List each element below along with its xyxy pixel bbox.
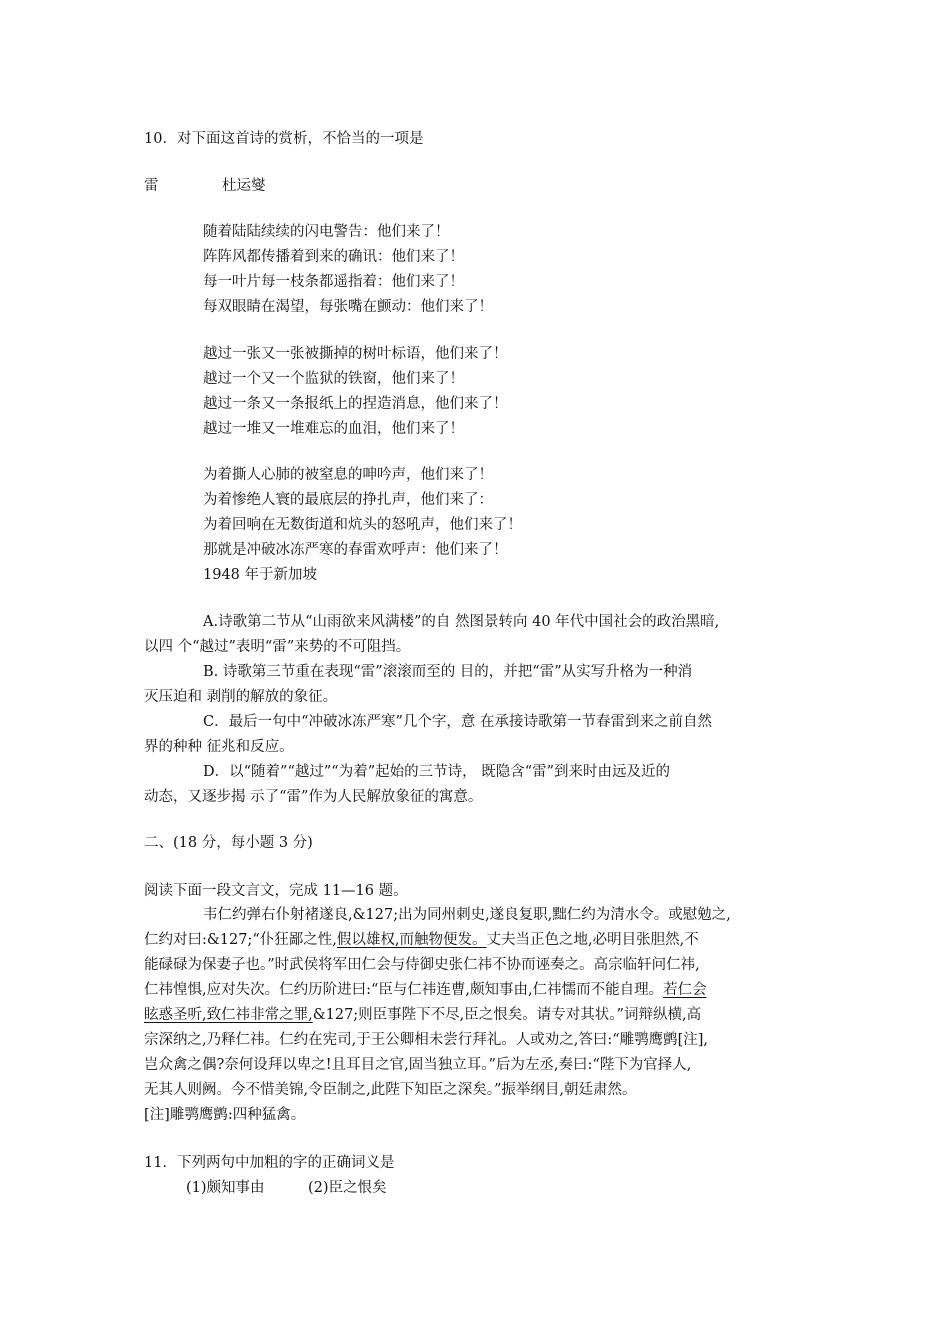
poem-title: 雷 [144,178,159,194]
option-d-line1: D．以“随着”“越过”“为着”起始的三节诗， 既隐含“雷”到来时由远及近的 [203,764,671,780]
poem-line: 越过一个又一个监狱的铁窗，他们来了！ [203,371,464,387]
poem-line: 为着撕人心肺的被窒息的呻吟声，他们来了！ [203,467,493,483]
question-10-heading: 10．对下面这首诗的赏析，不恰当的一项是 [144,131,424,147]
underlined-phrase: 眩惑圣听,致仁祎非常之罪, [144,1007,313,1023]
passage-line: 能碌碌为保妻子也。”时武侯将军田仁会与侍御史张仁祎不协而诬奏之。高宗临轩问仁祎, [144,957,700,973]
poem-line: 为着惨绝人寰的最底层的挣扎声，他们来了： [203,492,493,508]
underlined-phrase: 假以雄权,而触物便发。 [336,932,487,948]
passage-line: 宗深纳之,乃释仁祎。仁约在宪司,于王公卿相未尝行拜礼。人或劝之,答曰:“雕鹗鹰鹯[注], [144,1032,709,1048]
poem-line: 越过一条又一条报纸上的捏造消息，他们来了！ [203,396,508,412]
poem-line: 越过一堆又一堆难忘的血泪，他们来了！ [203,421,464,437]
poem-author: 杜运燮 [222,178,266,194]
poem-date: 1948 年于新加坡 [203,567,318,583]
passage-text: &127;则臣事陛下不尽,臣之恨矣。请专对其状。”词辩纵横,高 [312,1007,702,1023]
section-2-heading: 二、(18 分，每小题 3 分) [144,835,313,851]
option-c-line2: 界的种种 征兆和反应。 [144,739,294,755]
passage-line [144,930,699,950]
poem-line: 那就是冲破冰冻严寒的春雷欢呼声：他们来了！ [203,542,508,558]
passage-line: 韦仁约弹右仆射褚遂良,&127;出为同州刺史,遂良复职,黜仁约为清水令。或慰勉之, [203,907,731,923]
option-c-line1: C．最后一句中“冲破冰冻严寒”几个字，意 在承接诗歌第一节春雷到来之前自然 [203,714,713,730]
poem-line: 每一叶片每一枝条都遥指着：他们来了！ [203,274,464,290]
option-a-line2: 以四 个“越过”表明“雷”来势的不可阻挡。 [144,639,411,655]
poem-line: 阵阵风都传播着到来的确讯：他们来了！ [203,249,464,265]
passage-text: 仁祎惶惧,应对失次。仁约历阶进曰:“臣与仁祎连曹,颇知事由,仁祎懦而不能自理。 [144,982,664,998]
option-a-line1: A.诗歌第二节从“山雨欲来风满楼”的自 然图景转向 40 年代中国社会的政治黑暗, [203,614,720,630]
poem-line: 每双眼睛在渴望，每张嘴在颤动：他们来了！ [203,299,493,315]
question-11-heading: 11．下列两句中加粗的字的正确词义是 [144,1155,395,1171]
poem-line: 越过一张又一张被撕掉的树叶标语，他们来了！ [203,346,508,362]
passage-line: 岂众禽之偶?奈何设拜以卑之!且耳目之官,固当独立耳。”后为左丞,奏曰:“陛下为官择人, [144,1057,692,1073]
option-b-line1: B. 诗歌第三节重在表现“雷”滚滚而至的 目的，并把“雷”从实写升格为一种消 [203,664,693,680]
option-d-line2: 动态，又逐步揭 示了“雷”作为人民解放象征的寓意。 [144,789,483,805]
passage-note: [注]雕鹗鹰鹯:四种猛禽。 [144,1107,306,1123]
passage-line [144,980,707,1000]
underlined-phrase: 若仁会 [663,982,707,998]
reading-intro: 阅读下面一段文言文，完成 11—16 题。 [144,883,408,899]
passage-line [144,1005,701,1025]
poem-line: 为着回响在无数街道和炕头的怒吼声，他们来了！ [203,517,522,533]
passage-line: 无其人则阙。今不惜美锦,令臣制之,此陛下知臣之深矣。”振举纲目,朝廷肃然。 [144,1082,637,1098]
passage-text: 丈夫当正色之地,必明目张胆然,不 [486,932,699,948]
option-b-line2: 灭压迫和 剥削的解放的象征。 [144,689,338,705]
passage-text: 仁约对曰:&127;“仆狂鄙之性, [144,932,337,948]
poem-line: 随着陆陆续续的闪电警告：他们来了！ [203,224,450,240]
question-11-items: (1)颇知事由 (2)臣之恨矣 [186,1180,387,1196]
